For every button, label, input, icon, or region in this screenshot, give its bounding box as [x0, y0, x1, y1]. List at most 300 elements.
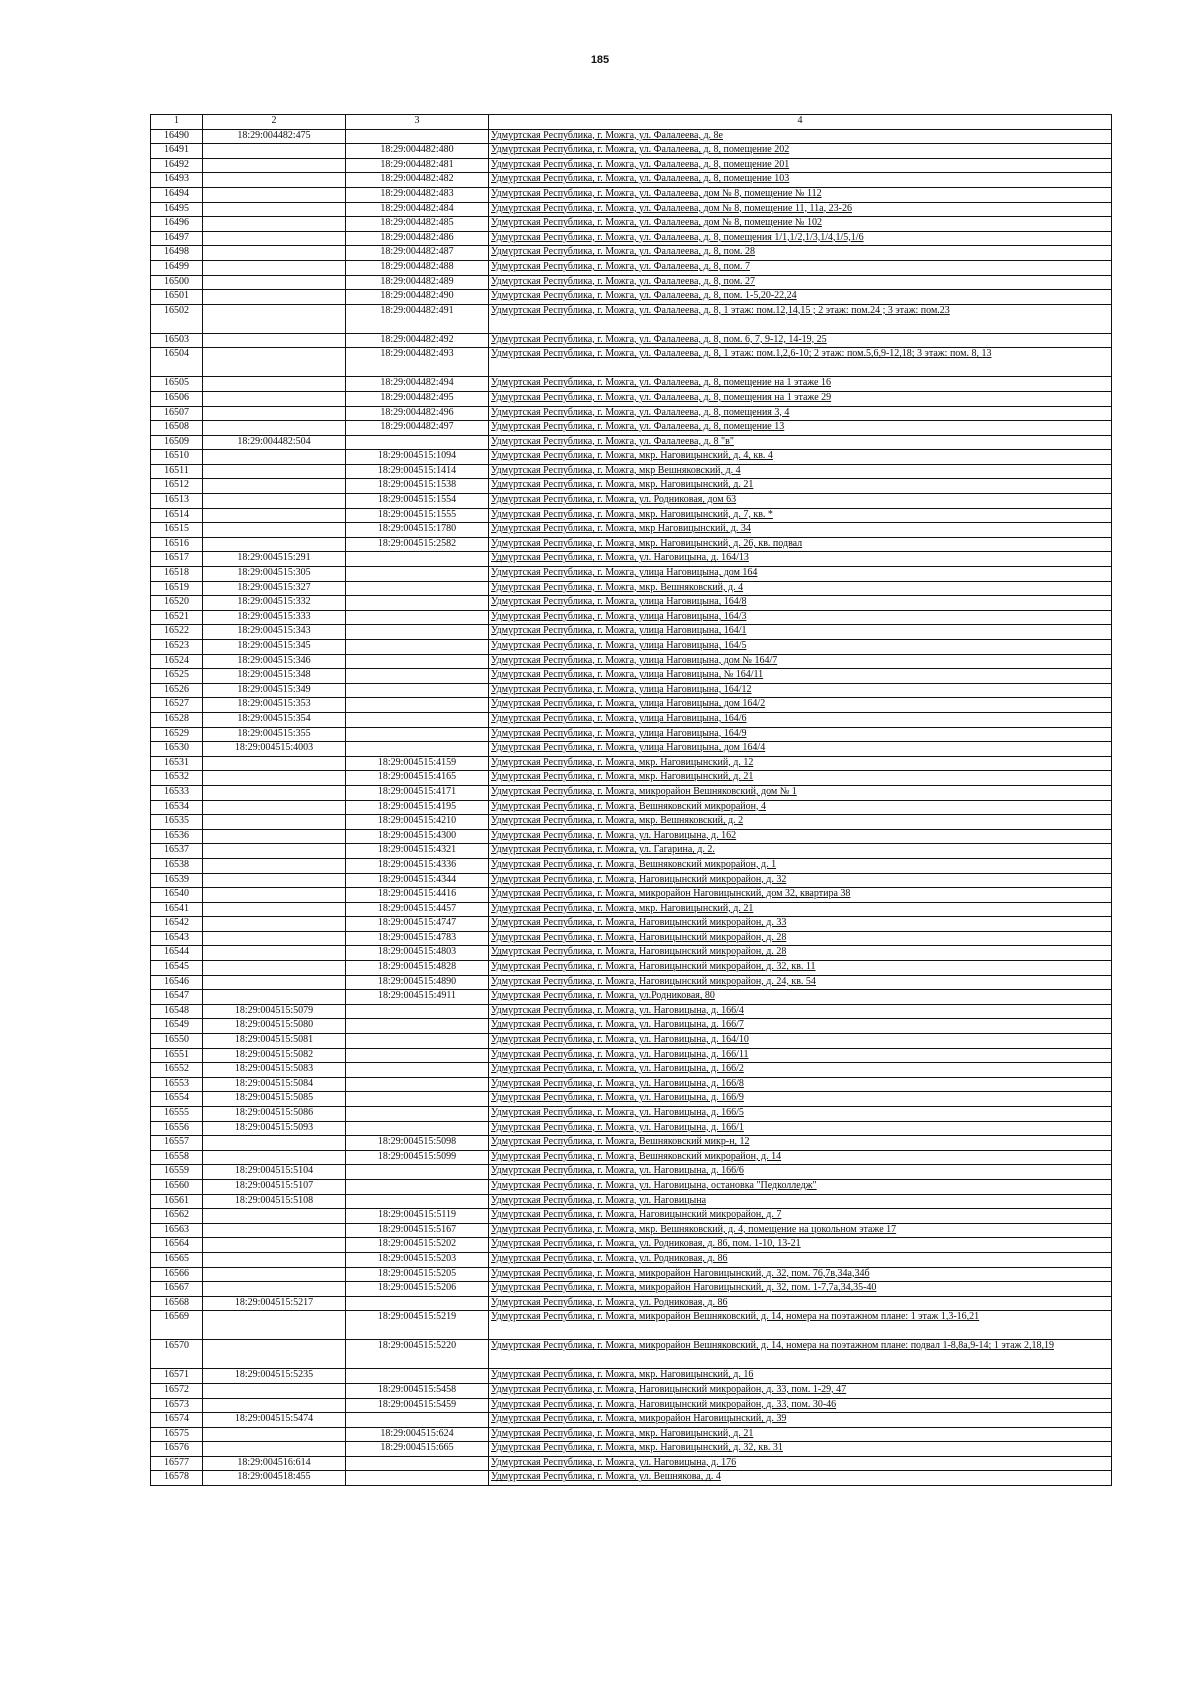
address: Удмуртская Республика, г. Можга, ул. Фалалеева, д. 8, помещение 201	[489, 158, 1112, 173]
table-row	[151, 596, 1112, 611]
cadastral-number-col3: 18:29:004515:4321	[346, 844, 489, 859]
row-number: 16527	[151, 698, 203, 713]
address: Удмуртская Республика, г. Можга, ул. Фалалеева, д. 8, помещение 13	[489, 421, 1112, 436]
cadastral-number-col2	[203, 873, 346, 888]
cadastral-number-col3: 18:29:004515:4336	[346, 858, 489, 873]
address: Удмуртская Республика, г. Можга, ул. Фалалеева, д. 8, помещения 3, 4	[489, 406, 1112, 421]
cadastral-number-col3: 18:29:004482:485	[346, 217, 489, 232]
address: Удмуртская Республика, г. Можга, ул. Наговицына, д. 166/7	[489, 1019, 1112, 1034]
table-row	[151, 1442, 1112, 1457]
cadastral-number-col3	[346, 625, 489, 640]
cadastral-number-col3: 18:29:004515:5458	[346, 1383, 489, 1398]
table-row	[151, 260, 1112, 275]
cadastral-number-col2: 18:29:004515:5093	[203, 1121, 346, 1136]
table-row	[151, 464, 1112, 479]
table-row	[151, 844, 1112, 859]
address: Удмуртская Республика, г. Можга, мкр. Наговицынский, д. 4, кв. 4	[489, 450, 1112, 465]
table-row	[151, 1267, 1112, 1282]
cadastral-number-col2: 18:29:004515:5084	[203, 1077, 346, 1092]
cadastral-number-col2	[203, 1150, 346, 1165]
address: Удмуртская Республика, г. Можга, Вешняковский микр-н, 12	[489, 1136, 1112, 1151]
cadastral-number-col2: 18:29:004518:455	[203, 1471, 346, 1486]
cadastral-number-col3	[346, 1179, 489, 1194]
address: Удмуртская Республика, г. Можга, ул. Фалалеева, д. 8, помещение 202	[489, 144, 1112, 159]
address: Удмуртская Республика, г. Можга, микрорайон Наговицынский, д. 39	[489, 1413, 1112, 1428]
cadastral-number-col3	[346, 1413, 489, 1428]
row-number: 16531	[151, 756, 203, 771]
address: Удмуртская Республика, г. Можга, ул. Наговицына, остановка "Педколледж"	[489, 1179, 1112, 1194]
table-row	[151, 917, 1112, 932]
row-number: 16498	[151, 246, 203, 261]
cadastral-number-col2: 18:29:004482:504	[203, 435, 346, 450]
address: Удмуртская Республика, г. Можга, мкр. Наговицынский, д. 12	[489, 756, 1112, 771]
cadastral-number-col3: 18:29:004515:4911	[346, 990, 489, 1005]
address: Удмуртская Республика, г. Можга, улица Наговицына, дом 164/2	[489, 698, 1112, 713]
address: Удмуртская Республика, г. Можга, улица Наговицына, 164/6	[489, 712, 1112, 727]
row-number: 16552	[151, 1063, 203, 1078]
cadastral-number-col2	[203, 844, 346, 859]
row-number: 16504	[151, 348, 203, 377]
cadastral-number-col3: 18:29:004482:492	[346, 333, 489, 348]
row-number: 16578	[151, 1471, 203, 1486]
cadastral-number-col2	[203, 1136, 346, 1151]
address: Удмуртская Республика, г. Можга, Наговицынский микрорайон, д. 7	[489, 1209, 1112, 1224]
row-number: 16557	[151, 1136, 203, 1151]
table-row	[151, 1121, 1112, 1136]
column-header-4: 4	[489, 115, 1112, 130]
address: Удмуртская Республика, г. Можга, Наговицынский микрорайон, д. 24, кв. 54	[489, 975, 1112, 990]
cadastral-number-col3	[346, 567, 489, 582]
cadastral-number-col2: 18:29:004515:327	[203, 581, 346, 596]
table-row	[151, 1004, 1112, 1019]
address: Удмуртская Республика, г. Можга, улица Наговицына, дом 164	[489, 567, 1112, 582]
table-row	[151, 1252, 1112, 1267]
cadastral-number-col2	[203, 771, 346, 786]
cadastral-number-col3: 18:29:004515:5119	[346, 1209, 489, 1224]
address: Удмуртская Республика, г. Можга, ул. Наговицына, д. 166/11	[489, 1048, 1112, 1063]
address: Удмуртская Республика, г. Можга, ул. Родниковая, д. 86	[489, 1296, 1112, 1311]
cadastral-number-col3: 18:29:004482:482	[346, 173, 489, 188]
address: Удмуртская Республика, г. Можга, ул. Фалалеева, д. 8, пом. 1-5,20-22,24	[489, 290, 1112, 305]
address: Удмуртская Республика, г. Можга, ул. Фалалеева, д. 8, пом. 7	[489, 260, 1112, 275]
cadastral-number-col3	[346, 712, 489, 727]
cadastral-number-col2	[203, 523, 346, 538]
address: Удмуртская Республика, г. Можга, мкр Наговицынский, д. 34	[489, 523, 1112, 538]
cadastral-number-col3	[346, 1004, 489, 1019]
cadastral-number-col3	[346, 669, 489, 684]
table-row	[151, 581, 1112, 596]
table-row	[151, 640, 1112, 655]
address: Удмуртская Республика, г. Можга, мкр. Наговицынский, д. 21	[489, 479, 1112, 494]
cadastral-number-col3: 18:29:004515:5220	[346, 1340, 489, 1369]
address: Удмуртская Республика, г. Можга, ул. Наговицына, д. 164/13	[489, 552, 1112, 567]
table-row	[151, 858, 1112, 873]
row-number: 16510	[151, 450, 203, 465]
table-row	[151, 698, 1112, 713]
cadastral-number-col3: 18:29:004515:1094	[346, 450, 489, 465]
row-number: 16573	[151, 1398, 203, 1413]
address: Удмуртская Республика, г. Можга, Наговицынский микрорайон, д. 28	[489, 946, 1112, 961]
row-number: 16496	[151, 217, 203, 232]
row-number: 16540	[151, 888, 203, 903]
table-row	[151, 990, 1112, 1005]
cadastral-number-col3: 18:29:004482:490	[346, 290, 489, 305]
cadastral-number-col2: 18:29:004515:354	[203, 712, 346, 727]
row-number: 16572	[151, 1383, 203, 1398]
row-number: 16522	[151, 625, 203, 640]
table-row	[151, 567, 1112, 582]
address: Удмуртская Республика, г. Можга, микрорайон Вешняковский, дом № 1	[489, 785, 1112, 800]
table-row	[151, 421, 1112, 436]
cadastral-number-col3	[346, 1369, 489, 1384]
row-number: 16563	[151, 1223, 203, 1238]
cadastral-number-col3: 18:29:004515:1414	[346, 464, 489, 479]
address: Удмуртская Республика, г. Можга, мкр. Наговицынский, д. 7, кв. *	[489, 508, 1112, 523]
cadastral-number-col2: 18:29:004515:5080	[203, 1019, 346, 1034]
table-body	[151, 129, 1112, 1485]
table-row	[151, 508, 1112, 523]
address: Удмуртская Республика, г. Можга, Наговицынский микрорайон, д. 33	[489, 917, 1112, 932]
cadastral-number-col2	[203, 1238, 346, 1253]
cadastral-number-col3: 18:29:004515:4210	[346, 815, 489, 830]
cadastral-number-col2: 18:29:004515:348	[203, 669, 346, 684]
address: Удмуртская Республика, г. Можга, ул. Родниковая, дом 63	[489, 494, 1112, 509]
row-number: 16569	[151, 1311, 203, 1340]
cadastral-number-col2: 18:29:004515:5217	[203, 1296, 346, 1311]
cadastral-number-col2	[203, 1282, 346, 1297]
cadastral-number-col2: 18:29:004515:5081	[203, 1034, 346, 1049]
row-number: 16509	[151, 435, 203, 450]
row-number: 16497	[151, 231, 203, 246]
table-row	[151, 406, 1112, 421]
cadastral-number-col3	[346, 683, 489, 698]
row-number: 16574	[151, 1413, 203, 1428]
address: Удмуртская Республика, г. Можга, мкр. Вешняковский, д. 4	[489, 581, 1112, 596]
address: Удмуртская Республика, г. Можга, мкр. Наговицынский, д. 26, кв. подвал	[489, 537, 1112, 552]
cadastral-number-col2	[203, 158, 346, 173]
table-row	[151, 1296, 1112, 1311]
cadastral-number-col3	[346, 129, 489, 144]
cadastral-number-col2	[203, 858, 346, 873]
cadastral-number-col3: 18:29:004515:5459	[346, 1398, 489, 1413]
cadastral-number-col2	[203, 260, 346, 275]
address: Удмуртская Республика, г. Можга, Наговицынский микрорайон, д. 32	[489, 873, 1112, 888]
row-number: 16566	[151, 1267, 203, 1282]
table-row	[151, 1282, 1112, 1297]
row-number: 16492	[151, 158, 203, 173]
cadastral-number-col3: 18:29:004515:4171	[346, 785, 489, 800]
cadastral-number-col3: 18:29:004515:4828	[346, 961, 489, 976]
address: Удмуртская Республика, г. Можга, ул. Фалалеева, д. 8, 1 этаж: пом.1,2,6-10; 2 этаж: пом.5,6,9-12,18; 3 этаж: пом. 8, 13	[489, 348, 1112, 377]
address: Удмуртская Республика, г. Можга, микрорайон Наговицынский, д. 32, пом. 76,7в,34а,34б	[489, 1267, 1112, 1282]
table-row	[151, 1077, 1112, 1092]
cadastral-number-col3: 18:29:004482:497	[346, 421, 489, 436]
address: Удмуртская Республика, г. Можга, микрорайон Вешняковский, д. 14, номера на поэтажном плане: подвал 1-8,8а,9-14; 1 этаж 2,18,19	[489, 1340, 1112, 1369]
cadastral-number-col3: 18:29:004482:486	[346, 231, 489, 246]
cadastral-number-col3: 18:29:004482:487	[346, 246, 489, 261]
row-number: 16547	[151, 990, 203, 1005]
cadastral-number-col3: 18:29:004482:493	[346, 348, 489, 377]
cadastral-number-col2: 18:29:004515:5082	[203, 1048, 346, 1063]
cadastral-number-col2	[203, 406, 346, 421]
address: Удмуртская Республика, г. Можга, ул. Наговицына, д. 166/2	[489, 1063, 1112, 1078]
table-row	[151, 1413, 1112, 1428]
cadastral-number-col2: 18:29:004516:614	[203, 1456, 346, 1471]
table-row	[151, 610, 1112, 625]
cadastral-number-col3: 18:29:004515:4457	[346, 902, 489, 917]
address: Удмуртская Республика, г. Можга, ул. Наговицына, д. 162	[489, 829, 1112, 844]
table-row	[151, 1471, 1112, 1486]
cadastral-number-col2	[203, 1267, 346, 1282]
table-row	[151, 1209, 1112, 1224]
address: Удмуртская Республика, г. Можга, микрорайон Вешняковский, д. 14, номера на поэтажном плане: 1 этаж 1,3-16,21	[489, 1311, 1112, 1340]
row-number: 16529	[151, 727, 203, 742]
address: Удмуртская Республика, г. Можга, ул. Гагарина, д. 2.	[489, 844, 1112, 859]
row-number: 16491	[151, 144, 203, 159]
table-row	[151, 158, 1112, 173]
cadastral-number-col2	[203, 377, 346, 392]
row-number: 16495	[151, 202, 203, 217]
table-row	[151, 1340, 1112, 1369]
table-row	[151, 771, 1112, 786]
cadastral-number-col3: 18:29:004515:4344	[346, 873, 489, 888]
cadastral-number-col3	[346, 1034, 489, 1049]
table-row	[151, 391, 1112, 406]
cadastral-number-col3: 18:29:004482:488	[346, 260, 489, 275]
address: Удмуртская Республика, г. Можга, ул. Наговицына, д. 166/4	[489, 1004, 1112, 1019]
row-number: 16505	[151, 377, 203, 392]
address: Удмуртская Республика, г. Можга, улица Наговицына, дом № 164/7	[489, 654, 1112, 669]
row-number: 16532	[151, 771, 203, 786]
row-number: 16567	[151, 1282, 203, 1297]
row-number: 16518	[151, 567, 203, 582]
row-number: 16535	[151, 815, 203, 830]
cadastral-number-col2	[203, 333, 346, 348]
row-number: 16564	[151, 1238, 203, 1253]
table-row	[151, 712, 1112, 727]
cadastral-number-col2	[203, 217, 346, 232]
cadastral-number-col3: 18:29:004515:4747	[346, 917, 489, 932]
row-number: 16500	[151, 275, 203, 290]
cadastral-number-col3	[346, 1471, 489, 1486]
table-row	[151, 654, 1112, 669]
row-number: 16577	[151, 1456, 203, 1471]
table-row	[151, 1048, 1112, 1063]
cadastral-number-col2	[203, 961, 346, 976]
cadastral-number-col3: 18:29:004482:481	[346, 158, 489, 173]
table-row	[151, 290, 1112, 305]
cadastral-number-col2: 18:29:004515:5085	[203, 1092, 346, 1107]
cadastral-number-col3: 18:29:004515:2582	[346, 537, 489, 552]
cadastral-number-col3: 18:29:004482:491	[346, 304, 489, 333]
cadastral-number-col2	[203, 290, 346, 305]
cadastral-number-col2	[203, 464, 346, 479]
cadastral-number-col3	[346, 654, 489, 669]
cadastral-number-col2	[203, 815, 346, 830]
address: Удмуртская Республика, г. Можга, ул. Фалалеева, дом № 8, помещение № 112	[489, 187, 1112, 202]
register-table	[150, 114, 1112, 1486]
table-row	[151, 217, 1112, 232]
cadastral-number-col3: 18:29:004515:5098	[346, 1136, 489, 1151]
cadastral-number-col3: 18:29:004515:5203	[346, 1252, 489, 1267]
cadastral-number-col2	[203, 1223, 346, 1238]
cadastral-number-col2	[203, 202, 346, 217]
table-row	[151, 1238, 1112, 1253]
cadastral-number-col3: 18:29:004515:4416	[346, 888, 489, 903]
row-number: 16561	[151, 1194, 203, 1209]
address: Удмуртская Республика, г. Можга, ул. Фалалеева, д. 8, помещение 103	[489, 173, 1112, 188]
row-number: 16526	[151, 683, 203, 698]
row-number: 16562	[151, 1209, 203, 1224]
address: Удмуртская Республика, г. Можга, ул.Родниковая, 80	[489, 990, 1112, 1005]
cadastral-number-col3	[346, 610, 489, 625]
cadastral-number-col3: 18:29:004515:1538	[346, 479, 489, 494]
address: Удмуртская Республика, г. Можга, ул. Фалалеева, дом № 8, помещение 11, 11а, 23-26	[489, 202, 1112, 217]
row-number: 16554	[151, 1092, 203, 1107]
cadastral-number-col2: 18:29:004515:5083	[203, 1063, 346, 1078]
row-number: 16536	[151, 829, 203, 844]
row-number: 16511	[151, 464, 203, 479]
table-row	[151, 187, 1112, 202]
cadastral-number-col3: 18:29:004515:5202	[346, 1238, 489, 1253]
table-row	[151, 888, 1112, 903]
cadastral-number-col2	[203, 917, 346, 932]
table-row	[151, 902, 1112, 917]
cadastral-number-col3	[346, 1456, 489, 1471]
address: Удмуртская Республика, г. Можга, улица Наговицына, № 164/11	[489, 669, 1112, 684]
cadastral-number-col2	[203, 1398, 346, 1413]
address: Удмуртская Республика, г. Можга, ул. Фалалеева, д. 8, пом. 6, 7, 9-12, 14-19, 25	[489, 333, 1112, 348]
row-number: 16575	[151, 1427, 203, 1442]
row-number: 16533	[151, 785, 203, 800]
cadastral-number-col2	[203, 391, 346, 406]
table-row	[151, 1165, 1112, 1180]
cadastral-number-col2: 18:29:004515:353	[203, 698, 346, 713]
cadastral-number-col3: 18:29:004515:1555	[346, 508, 489, 523]
table-row	[151, 552, 1112, 567]
table-row	[151, 625, 1112, 640]
table-row	[151, 1223, 1112, 1238]
address: Удмуртская Республика, г. Можга, ул. Наговицына	[489, 1194, 1112, 1209]
row-number: 16530	[151, 742, 203, 757]
cadastral-number-col2: 18:29:004515:5104	[203, 1165, 346, 1180]
cadastral-number-col3	[346, 1019, 489, 1034]
cadastral-number-col3: 18:29:004515:4195	[346, 800, 489, 815]
cadastral-number-col2	[203, 537, 346, 552]
row-number: 16534	[151, 800, 203, 815]
row-number: 16493	[151, 173, 203, 188]
cadastral-number-col2	[203, 1311, 346, 1340]
cadastral-number-col3: 18:29:004515:4165	[346, 771, 489, 786]
cadastral-number-col2	[203, 494, 346, 509]
cadastral-number-col3: 18:29:004515:5099	[346, 1150, 489, 1165]
address: Удмуртская Республика, г. Можга, мкр Вешняковский, д. 4	[489, 464, 1112, 479]
row-number: 16546	[151, 975, 203, 990]
cadastral-number-col3: 18:29:004515:665	[346, 1442, 489, 1457]
address: Удмуртская Республика, г. Можга, ул. Фалалеева, д. 8, помещения на 1 этаже 29	[489, 391, 1112, 406]
cadastral-number-col3: 18:29:004515:4890	[346, 975, 489, 990]
address: Удмуртская Республика, г. Можга, ул. Наговицына, д. 166/5	[489, 1107, 1112, 1122]
cadastral-number-col3: 18:29:004482:484	[346, 202, 489, 217]
row-number: 16516	[151, 537, 203, 552]
cadastral-number-col3: 18:29:004482:483	[346, 187, 489, 202]
address: Удмуртская Республика, г. Можга, мкр. Вешняковский, д. 2	[489, 815, 1112, 830]
cadastral-number-col2: 18:29:004515:355	[203, 727, 346, 742]
row-number: 16524	[151, 654, 203, 669]
row-number: 16558	[151, 1150, 203, 1165]
row-number: 16517	[151, 552, 203, 567]
cadastral-number-col2: 18:29:004515:5107	[203, 1179, 346, 1194]
address: Удмуртская Республика, г. Можга, мкр. Наговицынский, д. 21	[489, 1427, 1112, 1442]
cadastral-number-col3	[346, 552, 489, 567]
table-row	[151, 1311, 1112, 1340]
cadastral-number-col2	[203, 348, 346, 377]
cadastral-number-col2	[203, 508, 346, 523]
table-row	[151, 669, 1112, 684]
cadastral-number-col2	[203, 756, 346, 771]
row-number: 16503	[151, 333, 203, 348]
cadastral-number-col2: 18:29:004515:343	[203, 625, 346, 640]
address: Удмуртская Республика, г. Можга, микрорайон Наговицынский, д. 32, пом. 1-7,7а,34,35-40	[489, 1282, 1112, 1297]
cadastral-number-col2	[203, 275, 346, 290]
cadastral-number-col3: 18:29:004515:5167	[346, 1223, 489, 1238]
cadastral-number-col3	[346, 1048, 489, 1063]
cadastral-number-col3: 18:29:004515:4803	[346, 946, 489, 961]
cadastral-number-col2	[203, 902, 346, 917]
cadastral-number-col3: 18:29:004515:4159	[346, 756, 489, 771]
address: Удмуртская Республика, г. Можга, улица Наговицына, 164/3	[489, 610, 1112, 625]
address: Удмуртская Республика, г. Можга, ул. Фалалеева, д. 8е	[489, 129, 1112, 144]
cadastral-number-col3: 18:29:004515:1554	[346, 494, 489, 509]
table-row	[151, 756, 1112, 771]
address: Удмуртская Республика, г. Можга, ул. Фалалеева, д. 8, помещение на 1 этаже 16	[489, 377, 1112, 392]
cadastral-number-col3: 18:29:004482:496	[346, 406, 489, 421]
cadastral-number-col3	[346, 435, 489, 450]
row-number: 16559	[151, 1165, 203, 1180]
table-row	[151, 523, 1112, 538]
table-row	[151, 435, 1112, 450]
address: Удмуртская Республика, г. Можга, ул. Фалалеева, д. 8 "в"	[489, 435, 1112, 450]
row-number: 16523	[151, 640, 203, 655]
row-number: 16506	[151, 391, 203, 406]
row-number: 16494	[151, 187, 203, 202]
address: Удмуртская Республика, г. Можга, ул. Родниковая, д. 86	[489, 1252, 1112, 1267]
cadastral-number-col2: 18:29:004515:345	[203, 640, 346, 655]
address: Удмуртская Республика, г. Можга, ул. Наговицына, д. 166/9	[489, 1092, 1112, 1107]
cadastral-number-col2	[203, 1340, 346, 1369]
address: Удмуртская Республика, г. Можга, ул. Фалалеева, д. 8, пом. 27	[489, 275, 1112, 290]
table-row	[151, 144, 1112, 159]
table-row	[151, 961, 1112, 976]
cadastral-number-col3	[346, 596, 489, 611]
table-row	[151, 1136, 1112, 1151]
cadastral-number-col3	[346, 1194, 489, 1209]
table-row	[151, 1063, 1112, 1078]
table-row	[151, 1179, 1112, 1194]
row-number: 16543	[151, 931, 203, 946]
address: Удмуртская Республика, г. Можга, ул. Родниковая, д. 86, пом. 1-10, 13-21	[489, 1238, 1112, 1253]
row-number: 16576	[151, 1442, 203, 1457]
cadastral-number-col3: 18:29:004482:480	[346, 144, 489, 159]
address: Удмуртская Республика, г. Можга, ул. Наговицына, д. 166/6	[489, 1165, 1112, 1180]
table-row	[151, 1427, 1112, 1442]
row-number: 16538	[151, 858, 203, 873]
cadastral-number-col3	[346, 1107, 489, 1122]
row-number: 16542	[151, 917, 203, 932]
table-row	[151, 727, 1112, 742]
cadastral-number-col2: 18:29:004515:349	[203, 683, 346, 698]
row-number: 16539	[151, 873, 203, 888]
